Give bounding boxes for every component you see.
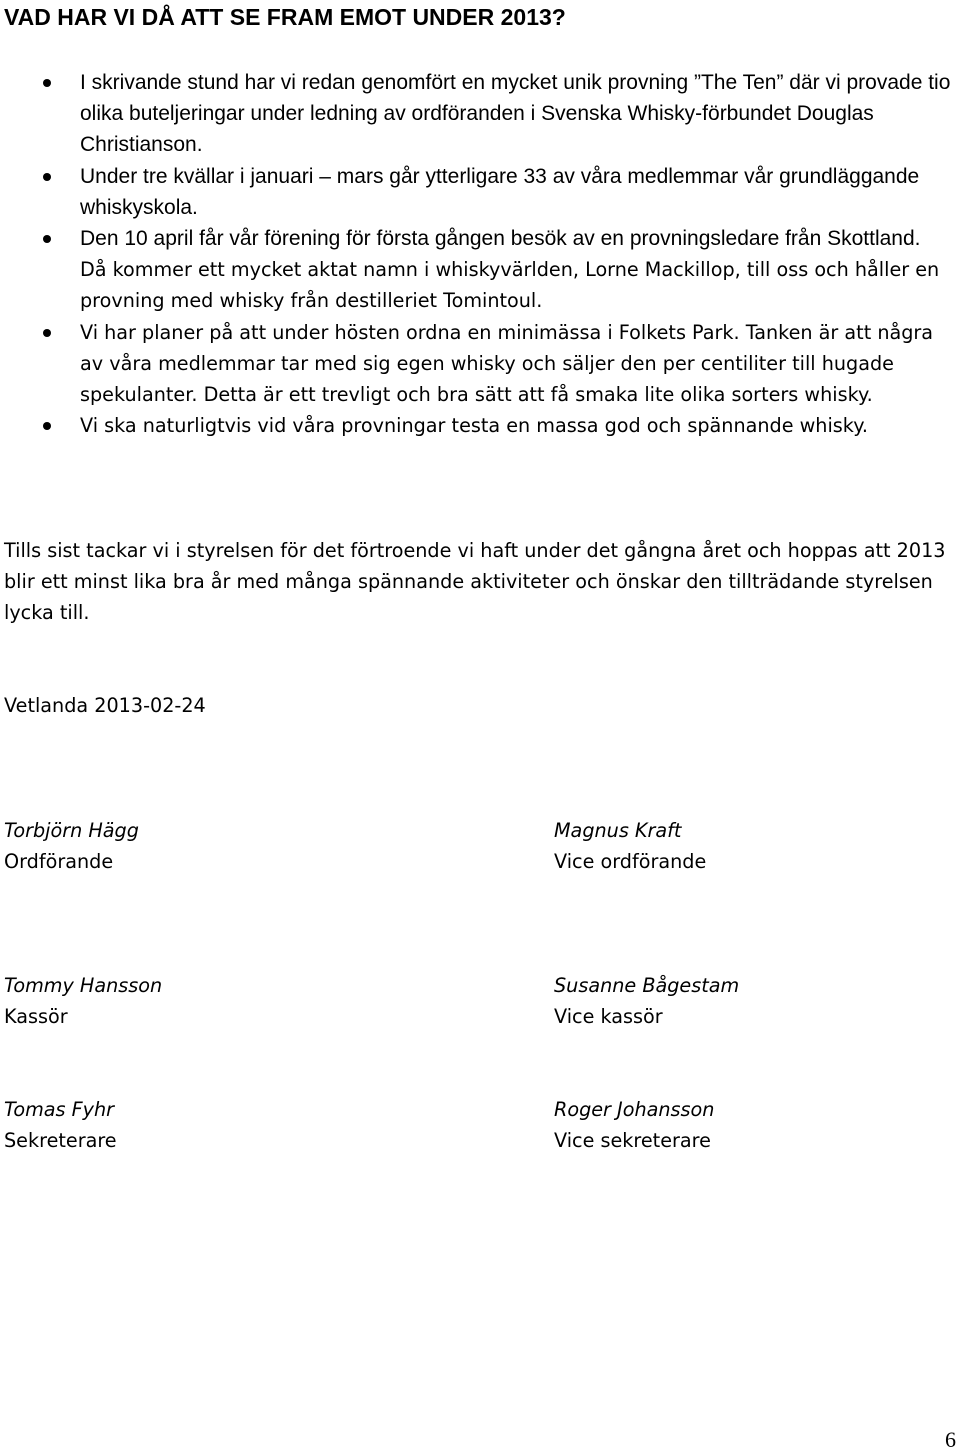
list-item-text: Vi ska naturligtvis vid våra provningar testa en massa god och spännande whisky. [80, 414, 868, 438]
bullet-dot-icon [43, 79, 51, 87]
signatory-role: Vice sekreterare [554, 1129, 711, 1152]
list-item [80, 67, 952, 161]
signature-block [4, 970, 162, 1032]
page-number: 6 [945, 1427, 956, 1452]
signatory-role: Ordförande [4, 850, 114, 873]
signatory-name: Torbjörn Hägg [4, 819, 139, 842]
list-item-text: Under tre kvällar i januari – mars går ytterligare 33 av våra medlemmar vår grundläggande whiskyskola. [80, 164, 920, 219]
bullet-dot-icon [43, 422, 51, 430]
signatory-name: Tomas Fyhr [4, 1098, 115, 1121]
bullet-dot-icon [43, 173, 51, 181]
signatory-name: Roger Johansson [554, 1098, 715, 1121]
bullet-dot-icon [43, 329, 51, 337]
list-item [80, 161, 952, 223]
list-item [80, 317, 952, 411]
signature-block [4, 1094, 117, 1156]
closing-paragraph: Tills sist tackar vi i styrelsen för det förtroende vi haft under det gångna året och hoppas att 2013 blir ett minst lika bra år med många spännande aktiviteter och önskar den tillträdande styrelsen lycka till. [4, 539, 946, 625]
signatory-role: Sekreterare [4, 1129, 117, 1152]
signature-block [554, 1094, 714, 1156]
list-item-text: I skrivande stund har vi redan genomfört en mycket unik provning ”The Ten” där vi provade tio olika buteljeringar under ledning av ordföranden i Svenska Whisky-förbundet Douglas Christianson. [80, 71, 951, 157]
signatory-name: Magnus Kraft [554, 819, 682, 842]
list-item-text: Vi har planer på att under hösten ordna en minimässa i Folkets Park. Tanken är att några av våra medlemmar tar med sig egen whisky och säljer den per centiliter till hugade spekulanter. Detta är ett trevligt och bra sätt att få smaka lite olika sorters whisky. [80, 320, 934, 407]
list-item-text: Den 10 april får vår förening för första gången besök av en provningsledare från Skottland. [80, 227, 921, 251]
signatory-role: Vice kassör [554, 1005, 663, 1028]
signature-block [4, 815, 139, 877]
signatory-role: Vice ordförande [554, 850, 707, 873]
place-date: Vetlanda 2013-02-24 [4, 694, 206, 717]
signatory-role: Kassör [4, 1005, 68, 1028]
plans-bullet-list [80, 67, 952, 441]
list-item [80, 223, 952, 317]
signature-block [554, 815, 706, 877]
bullet-dot-icon [43, 235, 51, 243]
signatory-name: Tommy Hansson [4, 974, 163, 997]
list-item-text-continued: Då kommer ett mycket aktat namn i whiskyvärlden, Lorne Mackillop, till oss och håller en provning med whisky från destilleriet Tomintoul. [80, 258, 940, 313]
signatory-name: Susanne Bågestam [554, 974, 740, 997]
list-item [80, 410, 952, 441]
page-heading: VAD HAR VI DÅ ATT SE FRAM EMOT UNDER 2013? [4, 4, 566, 30]
signature-block [554, 970, 739, 1032]
